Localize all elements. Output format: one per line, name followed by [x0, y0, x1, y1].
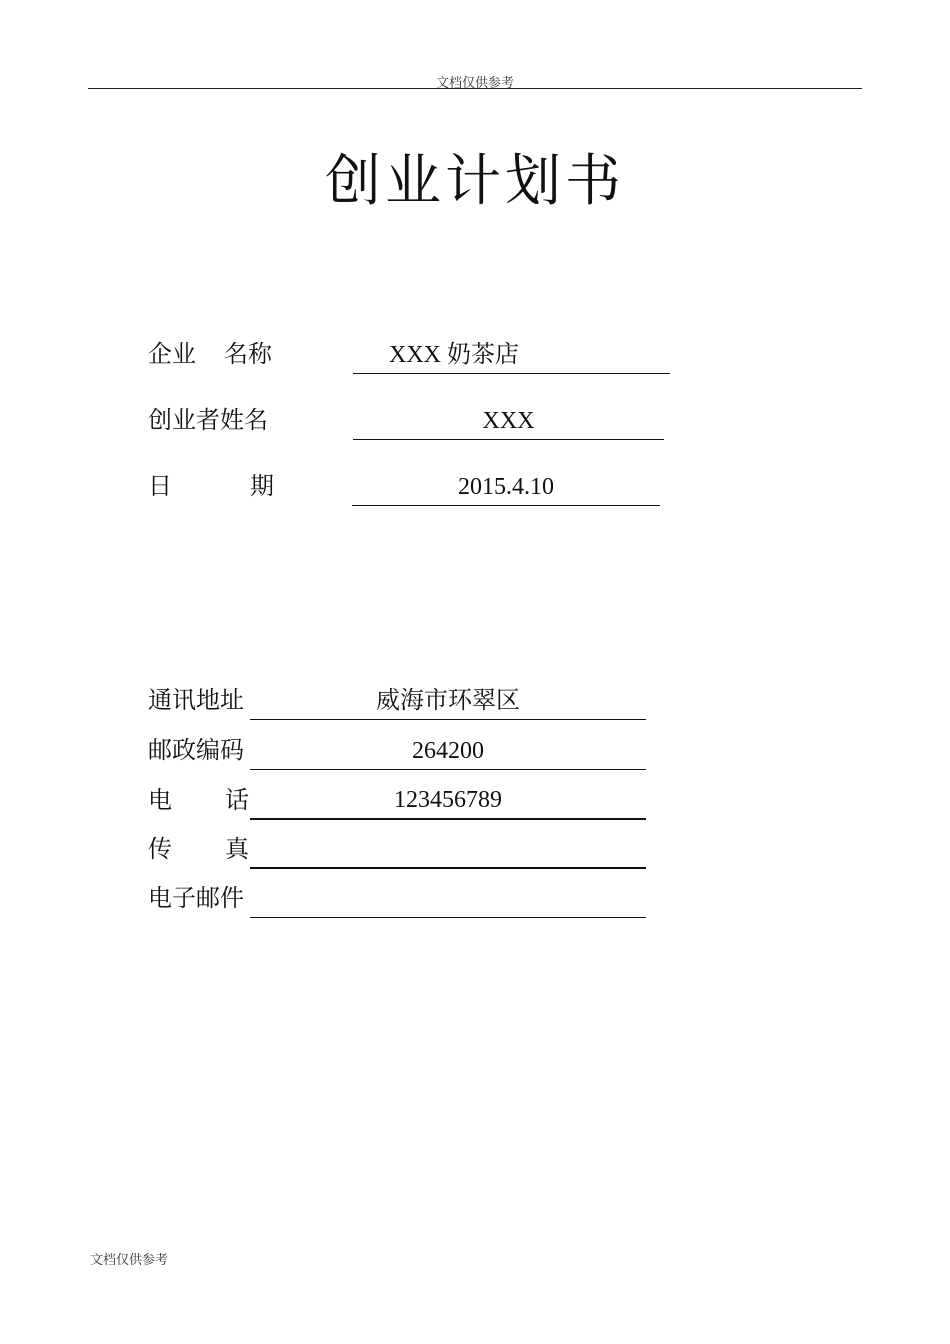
header-divider — [88, 88, 862, 89]
field-value-fax — [250, 835, 646, 869]
field-row-founder-name — [148, 400, 666, 440]
field-row-phone — [148, 780, 648, 820]
field-label-email: 电子邮件 — [148, 884, 244, 912]
field-label-founder-name: 创业者姓名 — [148, 406, 268, 434]
field-label-fax — [148, 835, 249, 863]
field-label-part: 期 — [250, 472, 274, 500]
field-row-email — [148, 878, 648, 918]
field-row-date — [148, 466, 662, 506]
field-value-email — [250, 885, 646, 918]
field-label-phone — [148, 786, 249, 814]
page-footer-text: 文档仅供参考 — [90, 1253, 169, 1268]
field-label-address: 通讯地址 — [148, 686, 244, 714]
field-label-part: 传 — [148, 835, 172, 863]
document-title: 创业计划书 — [325, 149, 625, 214]
field-label-part: 日 — [148, 472, 172, 500]
field-value-date: 2015.4.10 — [352, 473, 660, 506]
field-value-founder-name: XXX — [353, 407, 664, 440]
field-row-postal-code — [148, 730, 648, 770]
field-value-phone: 123456789 — [250, 786, 646, 820]
field-label-postal-code: 邮政编码 — [148, 736, 244, 764]
field-row-company-name — [148, 334, 672, 374]
field-label-company-name — [148, 340, 272, 368]
field-label-part: 名称 — [224, 340, 272, 368]
field-value-address: 威海市环翠区 — [250, 687, 646, 720]
field-label-part: 企业 — [148, 340, 196, 368]
field-label-part: 话 — [225, 786, 249, 814]
field-label-part: 真 — [225, 835, 249, 863]
field-value-postal-code: 264200 — [250, 737, 646, 770]
page-header-text: 文档仅供参考 — [435, 76, 514, 91]
field-label-date — [148, 472, 274, 500]
field-row-address — [148, 680, 648, 720]
field-label-part: 电 — [148, 786, 172, 814]
field-row-fax — [148, 829, 648, 869]
field-value-company-name: XXX 奶茶店 — [353, 341, 670, 374]
